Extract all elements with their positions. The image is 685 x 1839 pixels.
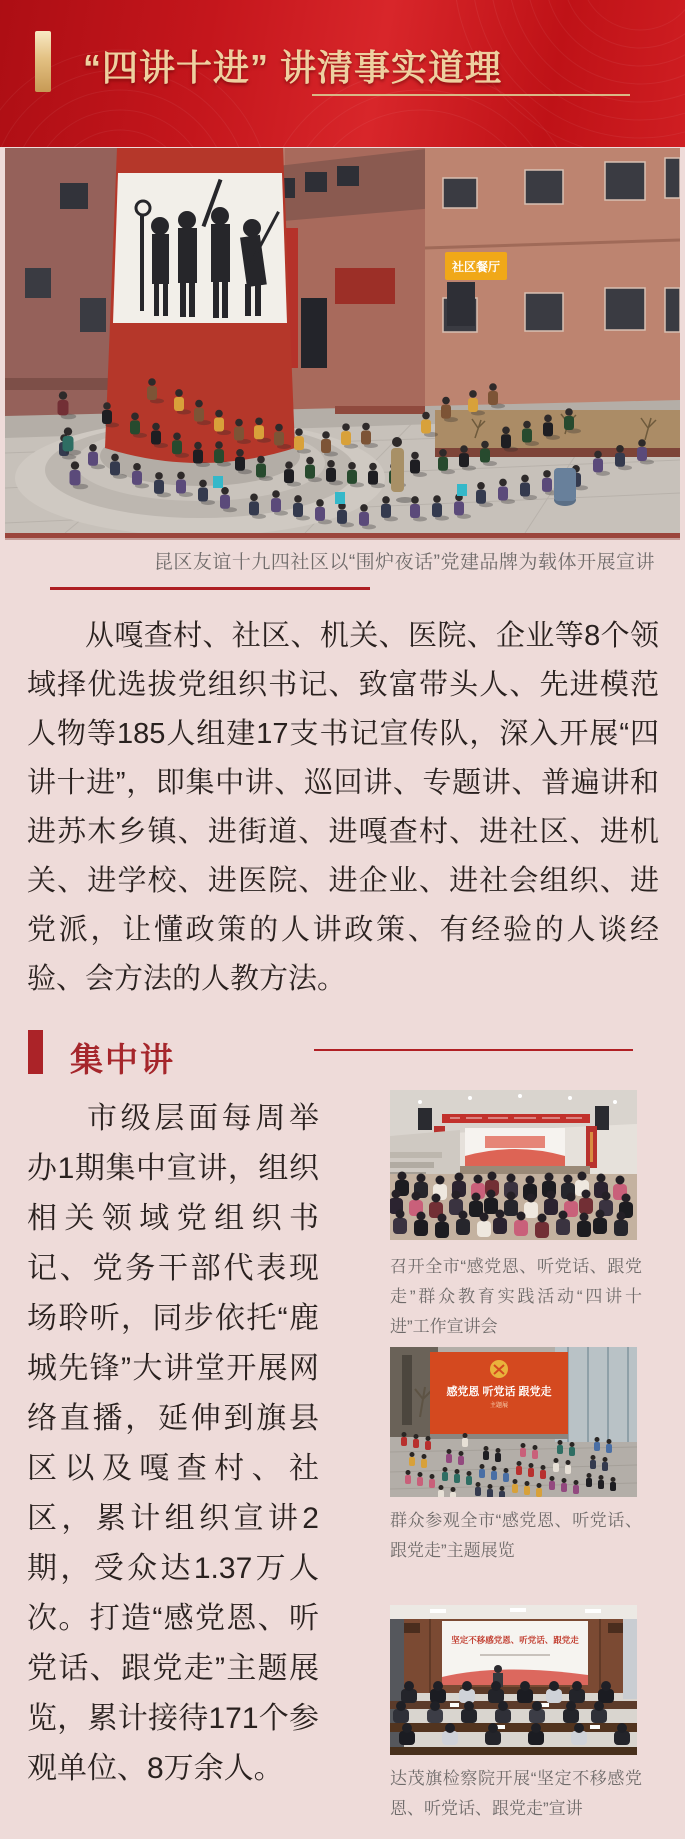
exhibition-wall-text: 感党恩 听党话 跟党走 <box>446 1386 552 1398</box>
hero-photo[interactable] <box>5 148 680 538</box>
photo-meeting-room-scene <box>390 1605 637 1755</box>
photo-meeting-room[interactable] <box>390 1605 637 1755</box>
photo-caption-2: 群众参观全市“感党恩、听党话、跟党走”主题展览 <box>390 1511 642 1560</box>
intro-paragraph: 从嘎查村、社区、机关、医院、企业等8个领域择优选拔党组织书记、致富带头人、先进模范人物等185人组建17支书记宣传队，深入开展“四讲十进”，即集中讲、巡回讲、专题讲、普遍讲和进苏木乡镇、进街道、进嘎查村、进社区、进机关、进学校、进医院、进企业、进社会组织、进党派，让懂政策的人讲政策、有经验的人谈经验、会方法的人教方法。 <box>27 620 659 995</box>
header-banner <box>0 0 685 147</box>
page-title: “四讲十进” 讲清事实道理 <box>83 47 503 88</box>
section-divider-line <box>50 587 370 590</box>
canteen-sign-text: 社区餐厅 <box>451 260 501 274</box>
photo-lecture-hall[interactable] <box>390 1090 637 1240</box>
photo-exhibition[interactable] <box>390 1347 637 1497</box>
title-accent-bar <box>35 31 51 92</box>
hero-photo-scene <box>5 148 680 533</box>
section-title-rule <box>314 1049 633 1051</box>
section-accent-bar <box>28 1030 43 1074</box>
title-underline <box>312 94 630 96</box>
photo-caption-1: 召开全市“感党恩、听党话、跟党走”群众教育实践活动“四讲十进”工作宣讲会 <box>390 1257 642 1336</box>
section-title: 集中讲 <box>70 1041 175 1078</box>
section-body-text: 市级层面每周举办1期集中宣讲，组织相关领域党组织书记、党务干部代表现场聆听，同步依托“鹿城先锋”大讲堂开展网络直播，延伸到旗县区以及嘎查村、社区，累计组织宣讲2期，受众达1.37万人次。打造“感党恩、听党话、跟党走”主题展览，累计接待171个参观单位、8万余人。 <box>27 1102 319 1785</box>
photo-lecture-hall-scene <box>390 1090 637 1240</box>
speaker-box <box>554 468 576 501</box>
exhibition-wall-subtext: 主题展 <box>489 1403 509 1409</box>
screen-title-text: 坚定不移感党恩、听党话、跟党走 <box>451 1635 579 1645</box>
hero-caption: 昆区友谊十九四社区以“围炉夜话”党建品牌为载体开展宣讲 <box>153 552 655 573</box>
photo-exhibition-scene <box>390 1347 637 1497</box>
photo-caption-3: 达茂旗检察院开展“坚定不移感党恩、听党话、跟党走”宣讲 <box>390 1769 642 1818</box>
